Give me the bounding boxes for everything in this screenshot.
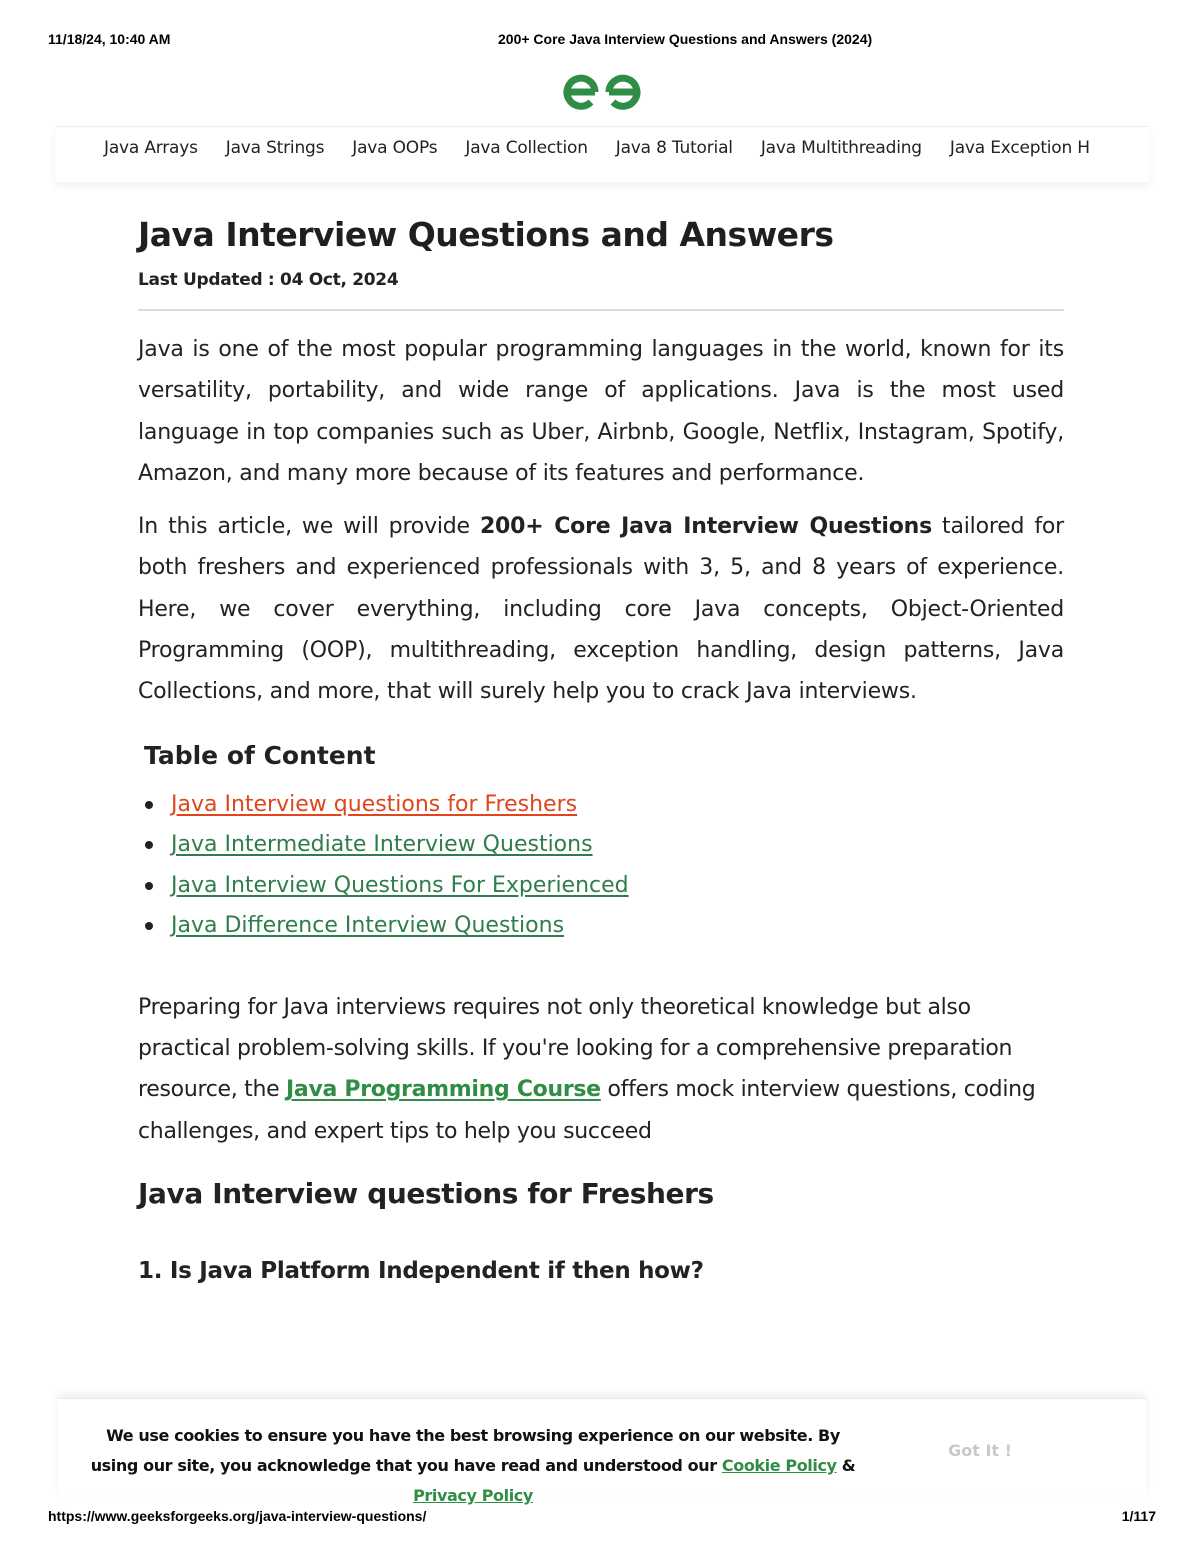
page-title: Java Interview Questions and Answers [138, 215, 834, 254]
print-datetime: 11/18/24, 10:40 AM [48, 31, 171, 47]
article-content [138, 210, 1064, 1288]
nav-java-exception-handling[interactable]: Java Exception H [949, 138, 1090, 158]
intro-paragraph: Java is one of the most popular programming languages in the world, known for its versatility, portability, and wide range of applications. Java is the most used language in top companies such as Uber, Airbnb, Google, Netflix, Instagram, Spotify, Amazon, and many more because of its features and performance. [138, 337, 1064, 486]
overview-text-start: In this article, we will provide [138, 514, 480, 540]
nav-java-8-tutorial[interactable]: Java 8 Tutorial [615, 138, 733, 158]
cookie-consent-bar [58, 1398, 1146, 1505]
toc-link-experienced[interactable]: Java Interview Questions For Experienced [171, 872, 629, 898]
bullet-icon [145, 801, 153, 809]
nav-java-arrays[interactable]: Java Arrays [104, 138, 198, 158]
toc-item [138, 906, 1064, 947]
section-heading-freshers: Java Interview questions for Freshers [138, 1176, 714, 1210]
print-page-number: 1/117 [1121, 1508, 1156, 1524]
print-doc-title: 200+ Core Java Interview Questions and Answers (2024) [498, 31, 873, 47]
preparation-text-end: offers mock interview questions, coding challenges, and expert tips to help you succeed [138, 1077, 1036, 1144]
java-programming-course-link[interactable]: Java Programming Course [286, 1077, 601, 1103]
cookie-policy-link[interactable]: Cookie Policy [721, 1456, 837, 1475]
cookie-text: We use cookies to ensure you have the best browsing experience on our website. By using our site, you acknowledge that you have read and understood our [90, 1426, 840, 1475]
overview-text-end: tailored for both freshers and experienced professionals with 3, 5, and 8 years of experience. Here, we cover everything, including core Java concepts, Object-Oriented Programming (OOP), multithreading, exception handling, design patterns, Java Collections, and more, that will surely help you to crack Java interviews. [138, 514, 1065, 705]
article-overview-paragraph [138, 506, 1064, 712]
bullet-icon [145, 882, 153, 890]
privacy-policy-link[interactable]: Privacy Policy [413, 1486, 533, 1505]
divider [138, 309, 1064, 311]
print-url: https://www.geeksforgeeks.org/java-interview-questions/ [48, 1508, 427, 1524]
last-updated: Last Updated : 04 Oct, 2024 [138, 270, 399, 290]
cookie-message [88, 1421, 858, 1511]
got-it-button[interactable]: Got It ! [928, 1437, 1032, 1463]
table-of-contents [138, 785, 1064, 947]
toc-item [138, 785, 1064, 826]
question-1-heading: 1. Is Java Platform Independent if then how? [138, 1257, 704, 1284]
toc-link-difference[interactable]: Java Difference Interview Questions [171, 913, 565, 939]
print-header [48, 31, 1156, 51]
nav-java-multithreading[interactable]: Java Multithreading [760, 138, 922, 158]
nav-java-collection[interactable]: Java Collection [465, 138, 588, 158]
preparation-text-start: Preparing for Java interviews requires not only theoretical knowledge but also practical problem-solving skills. If you're looking for a comprehensive preparation resource, the [138, 994, 1013, 1103]
top-navbar [55, 126, 1149, 182]
toc-link-intermediate[interactable]: Java Intermediate Interview Questions [171, 832, 593, 858]
toc-item [138, 866, 1064, 907]
nav-java-strings[interactable]: Java Strings [225, 138, 325, 158]
nav-java-oops[interactable]: Java OOPs [352, 138, 438, 158]
geeksforgeeks-logo-icon[interactable] [559, 70, 645, 114]
bullet-icon [145, 922, 153, 930]
toc-title: Table of Content [144, 740, 376, 770]
print-footer [48, 1508, 1156, 1528]
toc-link-freshers[interactable]: Java Interview questions for Freshers [171, 791, 578, 817]
toc-item [138, 825, 1064, 866]
preparation-paragraph [138, 987, 1064, 1152]
cookie-ampersand: & [836, 1456, 856, 1475]
bullet-icon [145, 841, 153, 849]
overview-highlight: 200+ Core Java Interview Questions [479, 514, 932, 540]
